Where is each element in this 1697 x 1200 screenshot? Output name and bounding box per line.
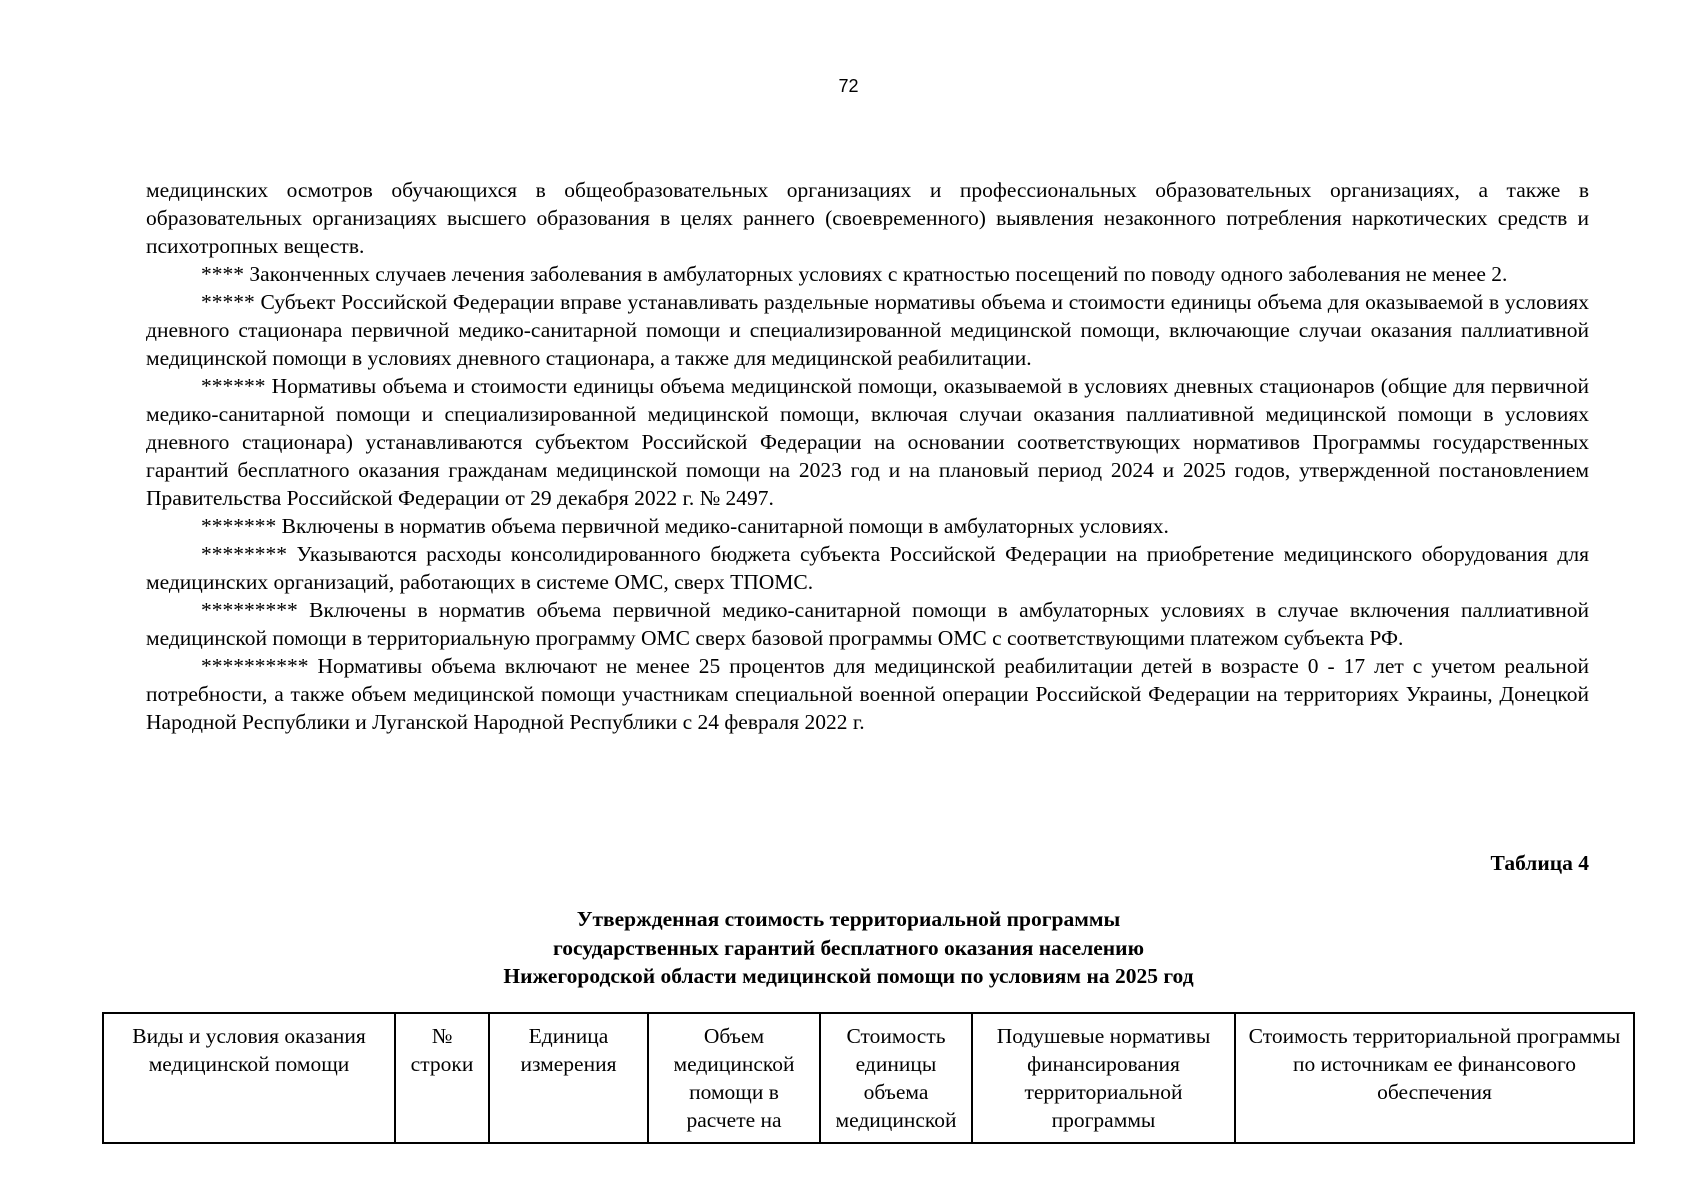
header-per-capita-norms: Подушевые нормативы финансирования территориальной программы — [972, 1013, 1235, 1143]
footnotes-body — [146, 176, 1589, 736]
header-care-type: Виды и условия оказания медицинской помощи — [103, 1013, 395, 1143]
table-title — [0, 905, 1697, 991]
header-row-number: № строки — [395, 1013, 489, 1143]
header-unit-cost: Стоимость единицы объема медицинской — [820, 1013, 972, 1143]
paragraph-continuation: медицинских осмотров обучающихся в общеобразовательных организациях и профессиональных образовательных организациях, а также в образовательных организациях высшего образования в целях раннего (своевременного) выявления незаконного потребления наркотических средств и психотропных веществ. — [146, 178, 1589, 258]
table-title-line-2: государственных гарантий бесплатного оказания населению — [552, 935, 1145, 960]
footnote-7-stars: ******* Включены в норматив объема первичной медико-санитарной помощи в амбулаторных условиях. — [201, 514, 1169, 538]
footnote-9-stars: ********* Включены в норматив объема первичной медико-санитарной помощи в амбулаторных условиях в случае включения паллиативной медицинской помощи в территориальную программу ОМС сверх базовой программы ОМС с соответствующими платежом субъекта РФ. — [146, 598, 1589, 650]
footnote-10-stars: ********** Нормативы объема включают не менее 25 процентов для медицинской реабилитации детей в возрасте 0 - 17 лет с учетом реальной потребности, а также объем медицинской помощи участникам специальной военной операции Российской Федерации на территориях Украины, Донецкой Народной Республики и Луганской Народной Республики с 24 февраля 2022 г. — [146, 654, 1589, 734]
header-program-cost: Стоимость территориальной программы по источникам ее финансового обеспечения — [1235, 1013, 1634, 1143]
table-title-line-1: Утвержденная стоимость территориальной программы — [576, 907, 1121, 931]
footnote-6-stars: ****** Нормативы объема и стоимости единицы объема медицинской помощи, оказываемой в условиях дневных стационаров (общие для первичной медико-санитарной помощи и специализированной медицинской помощи, включая случаи оказания паллиативной медицинской помощи в условиях дневного стационара) устанавливаются субъектом Российской Федерации на основании соответствующих нормативов Программы государственных гарантий бесплатного оказания гражданам медицинской помощи на 2023 год и на плановый период 2024 и 2025 годов, утвержденной постановлением Правительства Российской Федерации от 29 декабря 2022 г. № 2497. — [146, 374, 1589, 510]
footnote-8-stars: ******** Указываются расходы консолидированного бюджета субъекта Российской Федерации на приобретение медицинского оборудования для медицинских организаций, работающих в системе ОМС, сверх ТПОМС. — [146, 542, 1589, 594]
cost-table — [102, 1012, 1635, 1144]
header-volume: Объем медицинской помощи в расчете на — [648, 1013, 820, 1143]
header-unit: Единица измерения — [489, 1013, 648, 1143]
footnote-4-stars: **** Законченных случаев лечения заболевания в амбулаторных условиях с кратностью посещений по поводу одного заболевания не менее 2. — [201, 262, 1508, 286]
page-number: 72 — [838, 76, 859, 96]
table-label: Таблица 4 — [1490, 851, 1589, 875]
footnote-5-stars: ***** Субъект Российской Федерации вправе устанавливать раздельные нормативы объема и стоимости единицы объема для оказываемой в условиях дневного стационара первичной медико-санитарной помощи и специализированной медицинской помощи, включающие случаи оказания паллиативной медицинской помощи в условиях дневного стационара, а также для медицинской реабилитации. — [146, 290, 1589, 370]
table-header-row — [103, 1013, 1634, 1143]
table-title-line-3: Нижегородской области медицинской помощи по условиям на 2025 год — [503, 964, 1194, 988]
